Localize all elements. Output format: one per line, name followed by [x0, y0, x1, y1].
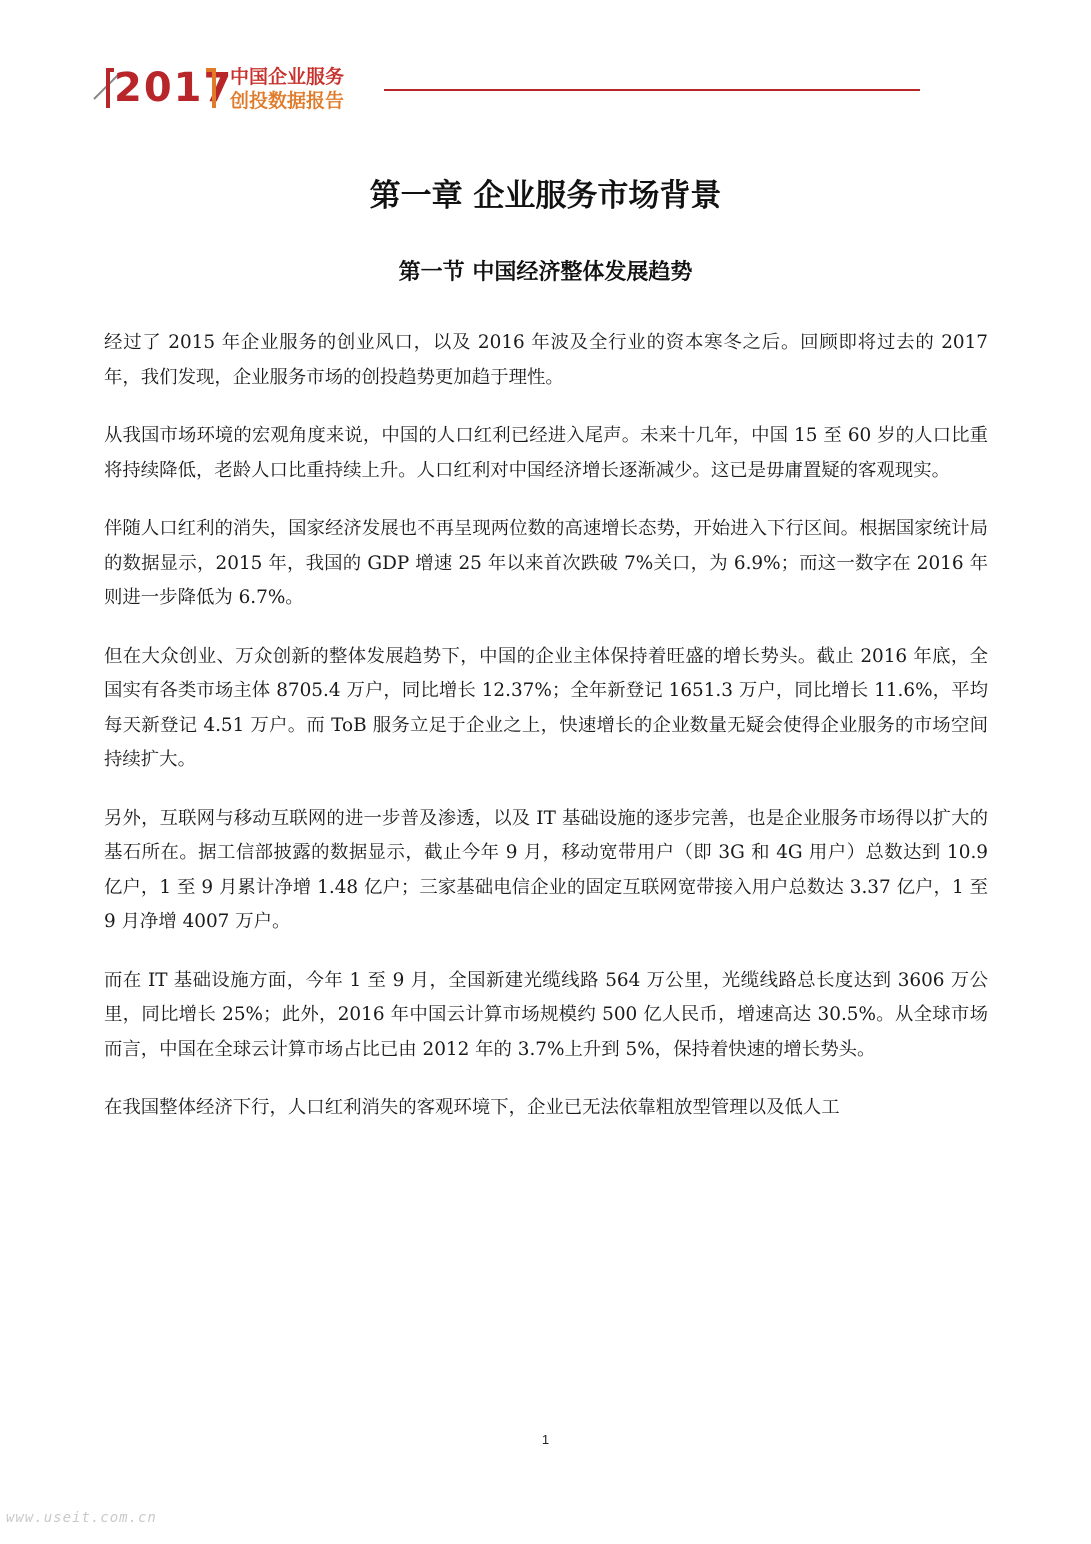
- paragraph: 经过了 2015 年企业服务的创业风口，以及 2016 年波及全行业的资本寒冬之后。回顾即将过去的 2017 年，我们发现，企业服务市场的创投趋势更加趋于理性。: [104, 332, 988, 388]
- paragraph: 伴随人口红利的消失，国家经济发展也不再呈现两位数的高速增长态势，开始进入下行区间。根据国家统计局的数据显示，2015 年，我国的 GDP 增速 25 年以来首次跌破 7%关口，为 6.9%；而这一数字在 2016 年则进一步降低为 6.7%。: [104, 518, 988, 608]
- paragraph: 另外，互联网与移动互联网的进一步普及渗透，以及 IT 基础设施的逐步完善，也是企业服务市场得以扩大的基石所在。据工信部披露的数据显示，截止今年 9 月，移动宽带用户（即 3G 和 4G 用户）总数达到 10.9 亿户，1 至 9 月累计净增 1.48 亿户；三家基础电信企业的固定互联网宽带接入用户总数达 3.37 亿户，1 至 9 月净增 4007 万户。: [104, 807, 988, 932]
- header-rule: [384, 89, 920, 91]
- paragraph: 但在大众创业、万众创新的整体发展趋势下，中国的企业主体保持着旺盛的增长势头。截止 2016 年底，全国实有各类市场主体 8705.4 万户，同比增长 12.37%；全年新登记 1651.3 万户，同比增长 11.6%，平均每天新登记 4.51 万户。而 ToB 服务立足于企业之上，快速增长的企业数量无疑会使得企业服务的市场空间持续扩大。: [104, 645, 988, 770]
- paragraph: 而在 IT 基础设施方面，今年 1 至 9 月，全国新建光缆线路 564 万公里，光缆线路总长度达到 3606 万公里，同比增长 25%；此外，2016 年中国云计算市场规模约 500 亿人民币，增速高达 30.5%。从全球市场而言，中国在全球云计算市场占比已由 2012 年的 3.7%上升到 5%，保持着快速的增长势头。: [104, 969, 988, 1060]
- logo-year: 2017: [114, 65, 234, 111]
- logo-bracket-right: [206, 68, 216, 108]
- chapter-title: 第一章 企业服务市场背景: [369, 178, 722, 214]
- logo-title-line1: 中国企业服务: [230, 66, 345, 88]
- page-number: 1: [541, 1432, 550, 1447]
- logo-bracket-left: [106, 68, 114, 108]
- report-logo: [94, 58, 384, 124]
- body-text: [104, 326, 988, 1150]
- logo-title-line2: 创投数据报告: [230, 90, 345, 112]
- paragraph: 在我国整体经济下行，人口红利消失的客观环境下，企业已无法依靠粗放型管理以及低人工: [104, 1097, 840, 1118]
- paragraph: 从我国市场环境的宏观角度来说，中国的人口红利已经进入尾声。未来十几年，中国 15 至 60 岁的人口比重将持续降低，老龄人口比重持续上升。人口红利对中国经济增长逐渐减少。这已是毋庸置疑的客观现实。: [104, 425, 988, 481]
- watermark: www.useit.com.cn: [6, 1510, 157, 1526]
- section-title: 第一节 中国经济整体发展趋势: [398, 260, 693, 285]
